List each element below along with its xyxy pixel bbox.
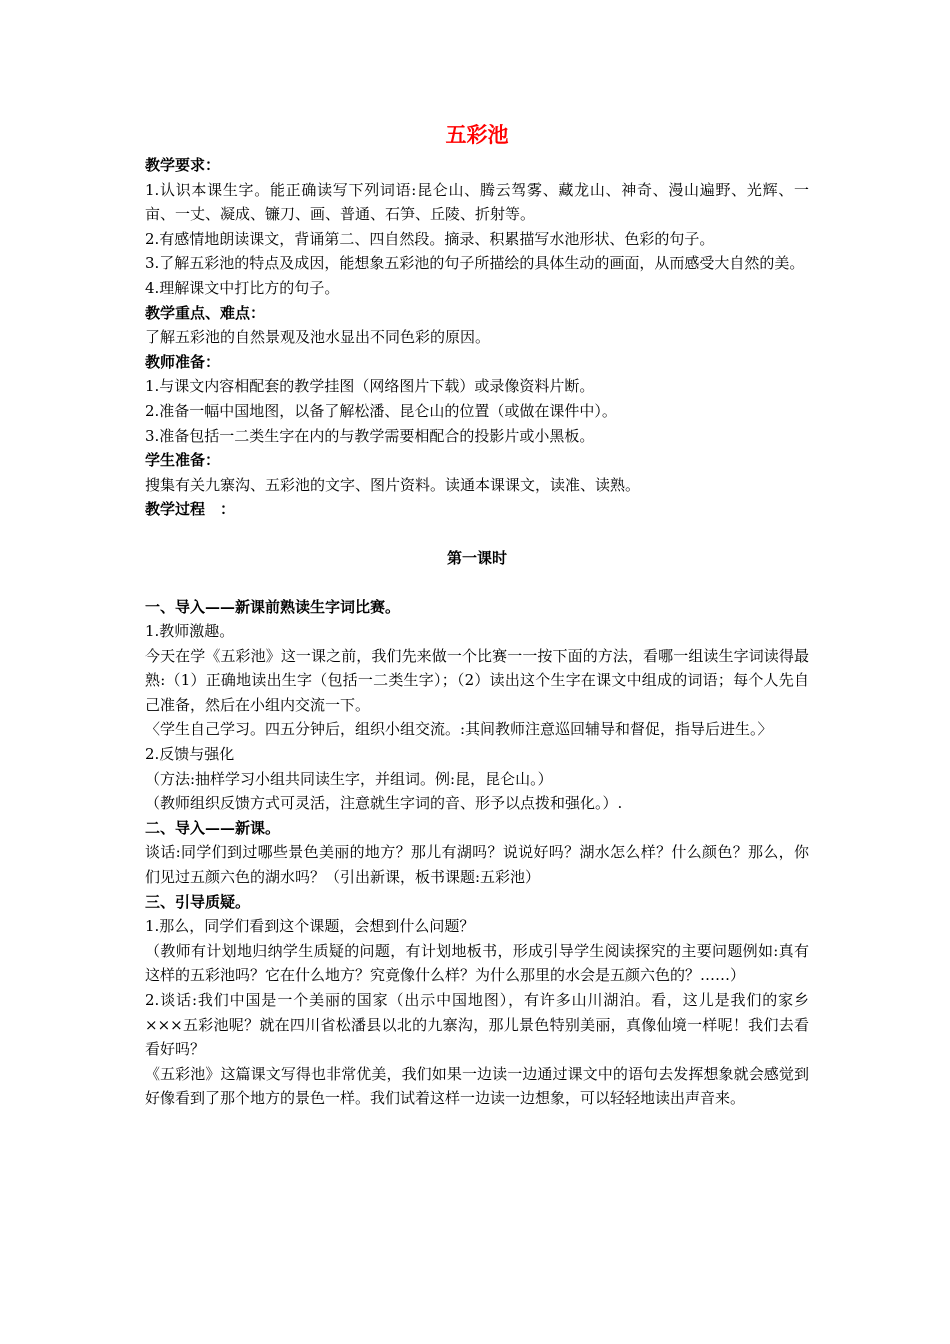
student-prep-heading: 学生准备： <box>145 451 221 470</box>
section-paragraph: （教师有计划地归纳学生质疑的问题，有计划地板书，形成引导学生阅读探究的主要问题例如:真有这样的五彩池吗？它在什么地方？究竟像什么样？为什么那里的水会是五颜六色的？……） <box>145 941 809 985</box>
section-paragraph: 1.那么，同学们看到这个课题，会想到什么问题？ <box>145 917 475 936</box>
section-paragraph: 2.反馈与强化 <box>145 745 235 764</box>
section-paragraph: 谈话:同学们到过哪些景色美丽的地方？那儿有湖吗？说说好吗？湖水怎么样？什么颜色？那么，你们见过五颜六色的湖水吗？（引出新课，板书课题:五彩池） <box>145 843 809 887</box>
teacher-prep-item: 2.准备一幅中国地图，以备了解松潘、昆仑山的位置（或做在课件中）。 <box>145 401 617 420</box>
key-points-text: 了解五彩池的自然景观及池水显出不同色彩的原因。 <box>145 328 491 347</box>
section-paragraph: 今天在学《五彩池》这一课之前，我们先来做一个比赛一一按下面的方法，看哪一组读生字词读得最熟:（1）正确地读出生字（包括一二类生字）；（2）读出这个生字在课文中组成的词语；每个人先自己准备，然后在小组内交流一下。 <box>145 646 809 714</box>
section-paragraph: 1.教师激趣。 <box>145 622 235 641</box>
teacher-prep-item: 3.准备包括一二类生字在内的与教学需要相配合的投影片或小黑板。 <box>145 426 595 445</box>
spacer <box>145 522 809 546</box>
requirement-item: 1.认识本课生字。能正确读写下列词语:昆仑山、腾云驾雾、藏龙山、神奇、漫山遍野、光辉、一亩、一丈、凝成、镰刀、画、普通、石笋、丘陵、折射等。 <box>145 180 809 224</box>
section-heading: 三、引导质疑。 <box>145 892 251 911</box>
requirements-heading: 教学要求： <box>145 156 221 174</box>
teacher-prep-heading: 教师准备： <box>145 352 221 371</box>
requirement-item: 2.有感情地朗读课文，背诵第二、四自然段。摘录、积累描写水池形状、色彩的句子。 <box>145 229 715 248</box>
section-paragraph: 〈学生自己学习。四五分钟后，组织小组交流。:其间教师注意巡回辅导和督促，指导后进生。〉 <box>145 720 773 739</box>
teacher-prep-item: 1.与课文内容相配套的教学挂图（网络图片下载）或录像资料片断。 <box>145 377 595 396</box>
section-paragraph: （教师组织反馈方式可灵活，注意就生字词的音、形予以点拨和强化。）. <box>145 794 623 813</box>
document-title: 五彩池 <box>445 122 509 147</box>
section-paragraph: （方法:抽样学习小组共同读生字，并组词。例:昆，昆仑山。） <box>145 769 553 788</box>
section-paragraph: 《五彩池》这篇课文写得也非常优美，我们如果一边读一边通过课文中的语句去发挥想象就会感觉到好像看到了那个地方的景色一样。我们试着这样一边读一边想象，可以轻轻地读出声音来。 <box>145 1064 809 1108</box>
section-paragraph: 2.谈话:我们中国是一个美丽的国家（出示中国地图），有许多山川湖泊。看，这儿是我们的家乡×××五彩池呢？就在四川省松潘县以北的九寨沟，那儿景色特别美丽，真像仙境一样呢！我们去看看好吗？ <box>145 991 809 1059</box>
section-heading: 一、导入——新课前熟读生字词比赛。 <box>145 597 401 616</box>
lesson-heading: 第一课时 <box>446 548 507 567</box>
requirement-item: 3.了解五彩池的特点及成因，能想象五彩池的句子所描绘的具体生动的画面，从而感受大自然的美。 <box>145 254 805 273</box>
document-body <box>145 118 809 1111</box>
key-points-heading: 教学重点、难点： <box>145 303 266 322</box>
requirement-item: 4.理解课文中打比方的句子。 <box>145 278 340 297</box>
process-heading: 教学过程 ： <box>145 500 236 519</box>
spacer <box>145 571 809 595</box>
section-heading: 二、导入——新课。 <box>145 818 281 837</box>
student-prep-text: 搜集有关九寨沟、五彩池的文字、图片资料。读通本课课文，读准、读熟。 <box>145 475 641 494</box>
